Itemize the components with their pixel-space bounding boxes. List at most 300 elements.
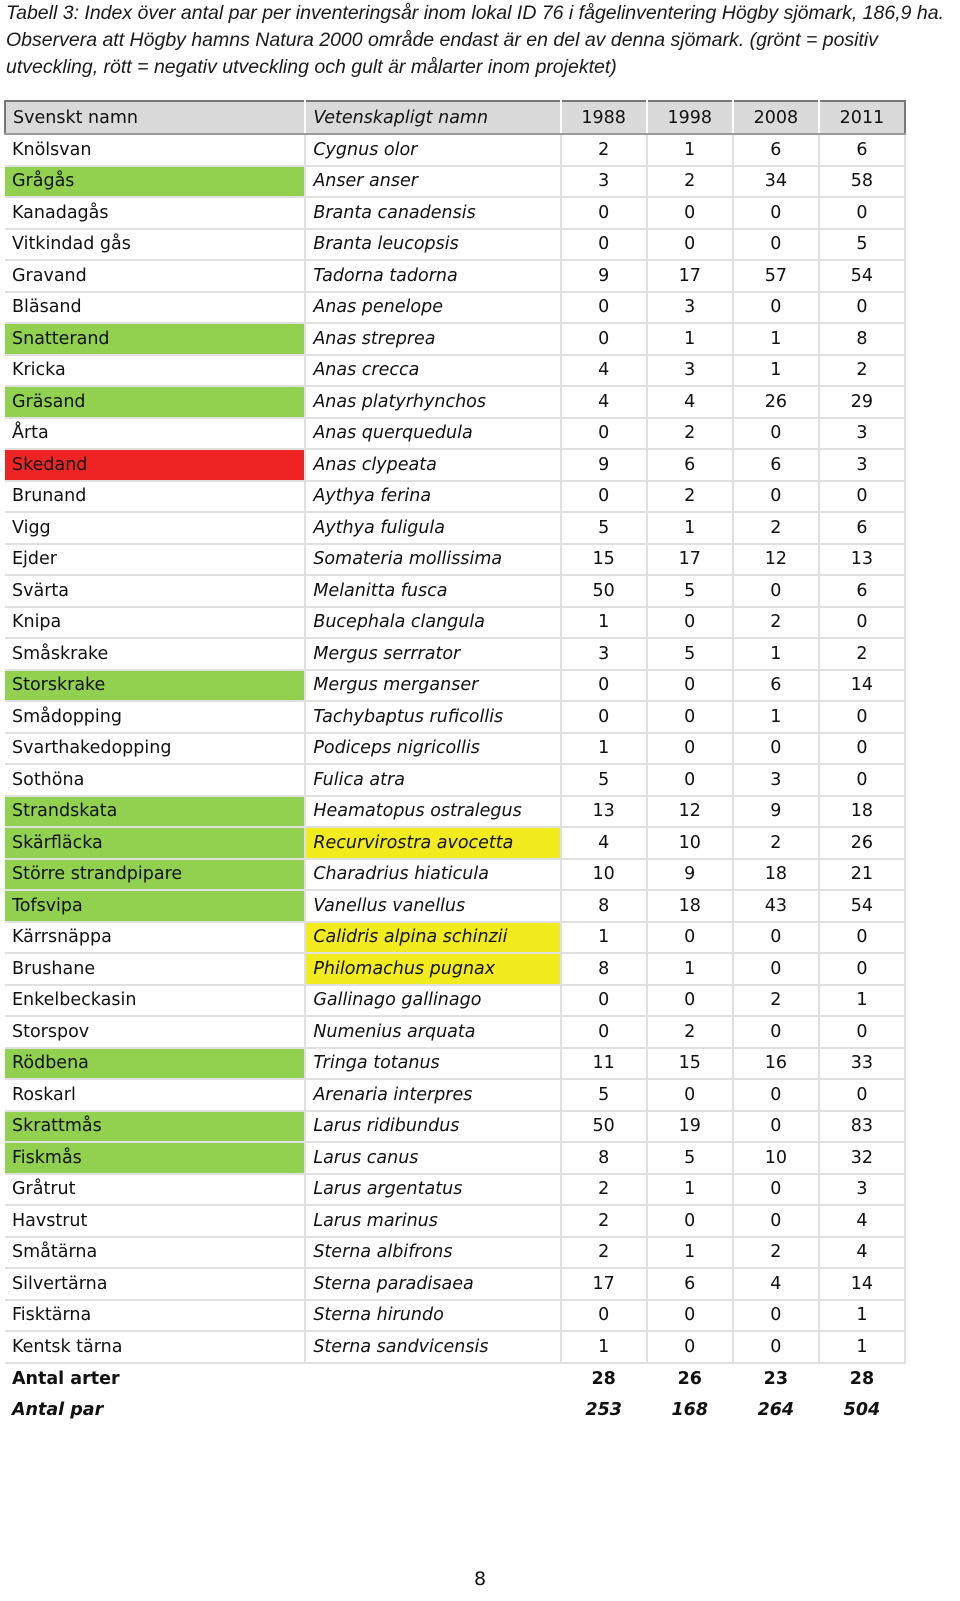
swedish-name-cell: Grågås (5, 166, 305, 198)
scientific-name-cell: Sterna sandvicensis (305, 1331, 560, 1363)
scientific-name-cell: Tringa totanus (305, 1048, 560, 1080)
scientific-name-cell: Numenius arquata (305, 1016, 560, 1048)
scientific-name-cell: Anas clypeata (305, 449, 560, 481)
count-cell-1998: 19 (647, 1111, 733, 1143)
count-cell-2008: 0 (733, 1205, 819, 1237)
count-cell-2008: 57 (733, 260, 819, 292)
swedish-name-cell: Enkelbeckasin (5, 985, 305, 1017)
count-cell-2008: 34 (733, 166, 819, 198)
count-cell-1998: 4 (647, 386, 733, 418)
count-cell-1998: 0 (647, 922, 733, 954)
count-cell-2008: 2 (733, 512, 819, 544)
count-cell-2011: 1 (819, 1331, 905, 1363)
count-cell-2011: 3 (819, 418, 905, 450)
table-row (5, 481, 905, 513)
swedish-name-cell: Vigg (5, 512, 305, 544)
count-cell-1998: 0 (647, 701, 733, 733)
table-row (5, 418, 905, 450)
count-cell-1998: 1 (647, 512, 733, 544)
swedish-name-cell: Större strandpipare (5, 859, 305, 891)
scientific-name-cell: Bucephala clangula (305, 607, 560, 639)
table-body (5, 134, 905, 1363)
count-cell-2011: 58 (819, 166, 905, 198)
count-cell-2008: 2 (733, 1237, 819, 1269)
count-cell-1988: 0 (561, 985, 647, 1017)
count-cell-2011: 2 (819, 355, 905, 387)
count-cell-1988: 0 (561, 701, 647, 733)
count-cell-2011: 4 (819, 1205, 905, 1237)
swedish-name-cell: Fisktärna (5, 1300, 305, 1332)
count-cell-2011: 54 (819, 260, 905, 292)
count-cell-2011: 0 (819, 733, 905, 765)
count-cell-2008: 9 (733, 796, 819, 828)
table-row (5, 1300, 905, 1332)
swedish-name-cell: Kricka (5, 355, 305, 387)
count-cell-1998: 15 (647, 1048, 733, 1080)
count-cell-2008: 0 (733, 481, 819, 513)
scientific-name-cell: Charadrius hiaticula (305, 859, 560, 891)
count-cell-1988: 0 (561, 323, 647, 355)
count-cell-2011: 83 (819, 1111, 905, 1143)
count-cell-1988: 8 (561, 953, 647, 985)
scientific-name-cell: Recurvirostra avocetta (305, 827, 560, 859)
scientific-name-cell: Anas platyrhynchos (305, 386, 560, 418)
count-cell-2008: 6 (733, 449, 819, 481)
count-cell-1998: 0 (647, 764, 733, 796)
count-cell-1998: 0 (647, 670, 733, 702)
swedish-name-cell: Kärrsnäppa (5, 922, 305, 954)
count-cell-1998: 2 (647, 1016, 733, 1048)
summary-value-2011: 504 (843, 1399, 881, 1420)
table-row (5, 953, 905, 985)
table-row (5, 607, 905, 639)
table-row (5, 1048, 905, 1080)
count-cell-2008: 2 (733, 985, 819, 1017)
swedish-name-cell: Knölsvan (5, 134, 305, 166)
count-cell-1988: 1 (561, 607, 647, 639)
count-cell-2011: 1 (819, 985, 905, 1017)
table-row (5, 1205, 905, 1237)
count-cell-1998: 3 (647, 292, 733, 324)
scientific-name-cell: Podiceps nigricollis (305, 733, 560, 765)
table-row (5, 544, 905, 576)
count-cell-2008: 0 (733, 1331, 819, 1363)
count-cell-1988: 5 (561, 1079, 647, 1111)
count-cell-1988: 4 (561, 386, 647, 418)
count-cell-1998: 3 (647, 355, 733, 387)
summary-value-1988: 28 (591, 1368, 616, 1389)
swedish-name-cell: Silvertärna (5, 1268, 305, 1300)
count-cell-2008: 0 (733, 1300, 819, 1332)
count-cell-1988: 0 (561, 1300, 647, 1332)
summary-row-pairs (5, 1394, 905, 1426)
count-cell-2008: 0 (733, 197, 819, 229)
swedish-name-cell: Årta (5, 418, 305, 450)
swedish-name-cell: Skärfläcka (5, 827, 305, 859)
count-cell-1988: 50 (561, 1111, 647, 1143)
count-cell-2008: 18 (733, 859, 819, 891)
count-cell-1998: 0 (647, 985, 733, 1017)
count-cell-1998: 0 (647, 1079, 733, 1111)
table-row (5, 796, 905, 828)
count-cell-2011: 18 (819, 796, 905, 828)
scientific-name-cell: Calidris alpina schinzii (305, 922, 560, 954)
swedish-name-cell: Roskarl (5, 1079, 305, 1111)
count-cell-2011: 13 (819, 544, 905, 576)
scientific-name-cell: Larus canus (305, 1142, 560, 1174)
swedish-name-cell: Rödbena (5, 1048, 305, 1080)
scientific-name-cell: Branta leucopsis (305, 229, 560, 261)
count-cell-1988: 1 (561, 1331, 647, 1363)
count-cell-1998: 5 (647, 638, 733, 670)
count-cell-1988: 2 (561, 134, 647, 166)
table-row (5, 1079, 905, 1111)
count-cell-2011: 6 (819, 134, 905, 166)
swedish-name-cell: Skrattmås (5, 1111, 305, 1143)
count-cell-1998: 12 (647, 796, 733, 828)
count-cell-1988: 1 (561, 733, 647, 765)
count-cell-2011: 8 (819, 323, 905, 355)
count-cell-2011: 0 (819, 922, 905, 954)
count-cell-2008: 0 (733, 1016, 819, 1048)
count-cell-2011: 1 (819, 1300, 905, 1332)
count-cell-2008: 26 (733, 386, 819, 418)
count-cell-2008: 0 (733, 1174, 819, 1206)
count-cell-1998: 5 (647, 575, 733, 607)
scientific-name-cell: Vanellus vanellus (305, 890, 560, 922)
count-cell-2008: 1 (733, 355, 819, 387)
table-row (5, 355, 905, 387)
count-cell-1988: 3 (561, 166, 647, 198)
count-cell-2008: 2 (733, 607, 819, 639)
table-row (5, 1174, 905, 1206)
table-row (5, 229, 905, 261)
count-cell-1998: 0 (647, 733, 733, 765)
count-cell-1998: 2 (647, 166, 733, 198)
summary-label: Antal par (12, 1399, 104, 1420)
swedish-name-cell: Gråtrut (5, 1174, 305, 1206)
scientific-name-cell: Mergus serrrator (305, 638, 560, 670)
count-cell-1988: 2 (561, 1174, 647, 1206)
table-row (5, 386, 905, 418)
count-cell-1988: 11 (561, 1048, 647, 1080)
scientific-name-cell: Anser anser (305, 166, 560, 198)
count-cell-2011: 0 (819, 1079, 905, 1111)
table-row (5, 292, 905, 324)
count-cell-1988: 4 (561, 355, 647, 387)
scientific-name-cell: Mergus merganser (305, 670, 560, 702)
scientific-name-cell: Branta canadensis (305, 197, 560, 229)
summary-value-2008: 23 (763, 1368, 789, 1389)
count-cell-1988: 50 (561, 575, 647, 607)
scientific-name-cell: Sterna hirundo (305, 1300, 560, 1332)
count-cell-2008: 3 (733, 764, 819, 796)
count-cell-1988: 15 (561, 544, 647, 576)
count-cell-2011: 26 (819, 827, 905, 859)
count-cell-1988: 1 (561, 922, 647, 954)
count-cell-2011: 21 (819, 859, 905, 891)
scientific-name-cell: Anas penelope (305, 292, 560, 324)
count-cell-1998: 0 (647, 607, 733, 639)
count-cell-2008: 2 (733, 827, 819, 859)
count-cell-2008: 1 (733, 638, 819, 670)
count-cell-2011: 6 (819, 575, 905, 607)
scientific-name-cell: Larus marinus (305, 1205, 560, 1237)
count-cell-2008: 0 (733, 575, 819, 607)
swedish-name-cell: Strandskata (5, 796, 305, 828)
swedish-name-cell: Vitkindad gås (5, 229, 305, 261)
scientific-name-cell: Arenaria interpres (305, 1079, 560, 1111)
table-row (5, 449, 905, 481)
count-cell-1998: 17 (647, 260, 733, 292)
scientific-name-cell: Tadorna tadorna (305, 260, 560, 292)
table-row (5, 764, 905, 796)
table-header (5, 101, 905, 134)
count-cell-2008: 0 (733, 418, 819, 450)
table-row (5, 1111, 905, 1143)
header-scientific-name: Vetenskapligt namn (305, 101, 560, 134)
count-cell-1988: 10 (561, 859, 647, 891)
header-year-2011: 2011 (819, 101, 905, 134)
count-cell-2008: 1 (733, 701, 819, 733)
count-cell-1988: 0 (561, 229, 647, 261)
count-cell-2008: 43 (733, 890, 819, 922)
count-cell-2011: 0 (819, 197, 905, 229)
count-cell-1998: 0 (647, 197, 733, 229)
count-cell-1988: 2 (561, 1237, 647, 1269)
count-cell-1998: 0 (647, 1300, 733, 1332)
count-cell-2008: 0 (733, 733, 819, 765)
table-caption: Tabell 3: Index över antal par per inventeringsår inom lokal ID 76 i fågelinventering Högby sjömark, 186,9 ha. Observera att Högby hamns Natura 2000 område endast är en del av denna sjömark. (grönt = positiv utveckling, rött = negativ utveckling och gult är målarter inom projektet) (6, 2, 944, 78)
count-cell-1988: 5 (561, 512, 647, 544)
count-cell-2011: 0 (819, 607, 905, 639)
table-row (5, 134, 905, 166)
scientific-name-cell: Sterna albifrons (305, 1237, 560, 1269)
count-cell-1998: 1 (647, 323, 733, 355)
summary-value-2008: 264 (757, 1399, 795, 1420)
count-cell-2008: 0 (733, 953, 819, 985)
count-cell-1998: 1 (647, 953, 733, 985)
count-cell-2011: 4 (819, 1237, 905, 1269)
swedish-name-cell: Smådopping (5, 701, 305, 733)
count-cell-2008: 0 (733, 922, 819, 954)
count-cell-1988: 0 (561, 418, 647, 450)
count-cell-1998: 1 (647, 134, 733, 166)
scientific-name-cell: Larus ridibundus (305, 1111, 560, 1143)
table-row (5, 1237, 905, 1269)
count-cell-2011: 29 (819, 386, 905, 418)
swedish-name-cell: Tofsvipa (5, 890, 305, 922)
count-cell-1998: 0 (647, 1331, 733, 1363)
count-cell-2011: 2 (819, 638, 905, 670)
scientific-name-cell: Gallinago gallinago (305, 985, 560, 1017)
count-cell-2011: 3 (819, 449, 905, 481)
swedish-name-cell: Knipa (5, 607, 305, 639)
table-row (5, 1142, 905, 1174)
count-cell-1998: 6 (647, 449, 733, 481)
summary-value-2011: 28 (849, 1368, 875, 1389)
swedish-name-cell: Sothöna (5, 764, 305, 796)
swedish-name-cell: Bläsand (5, 292, 305, 324)
count-cell-1998: 10 (647, 827, 733, 859)
count-cell-1988: 9 (561, 449, 647, 481)
count-cell-1988: 5 (561, 764, 647, 796)
swedish-name-cell: Brushane (5, 953, 305, 985)
scientific-name-cell: Somateria mollissima (305, 544, 560, 576)
count-cell-1998: 18 (647, 890, 733, 922)
swedish-name-cell: Skedand (5, 449, 305, 481)
count-cell-2008: 0 (733, 292, 819, 324)
count-cell-1998: 6 (647, 1268, 733, 1300)
count-cell-2011: 54 (819, 890, 905, 922)
table-row (5, 859, 905, 891)
count-cell-2011: 0 (819, 764, 905, 796)
swedish-name-cell: Havstrut (5, 1205, 305, 1237)
count-cell-1988: 8 (561, 890, 647, 922)
count-cell-2008: 6 (733, 670, 819, 702)
swedish-name-cell: Storspov (5, 1016, 305, 1048)
table-row (5, 197, 905, 229)
swedish-name-cell: Svarthakedopping (5, 733, 305, 765)
count-cell-1998: 0 (647, 1205, 733, 1237)
swedish-name-cell: Brunand (5, 481, 305, 513)
scientific-name-cell: Fulica atra (305, 764, 560, 796)
swedish-name-cell: Kentsk tärna (5, 1331, 305, 1363)
count-cell-1998: 2 (647, 418, 733, 450)
swedish-name-cell: Storskrake (5, 670, 305, 702)
summary-row-species (5, 1363, 905, 1395)
count-cell-1988: 0 (561, 1016, 647, 1048)
scientific-name-cell: Melanitta fusca (305, 575, 560, 607)
scientific-name-cell: Aythya ferina (305, 481, 560, 513)
count-cell-2008: 6 (733, 134, 819, 166)
count-cell-1998: 1 (647, 1174, 733, 1206)
table-row (5, 512, 905, 544)
table-row (5, 323, 905, 355)
count-cell-1998: 1 (647, 1237, 733, 1269)
count-cell-1988: 17 (561, 1268, 647, 1300)
count-cell-1988: 0 (561, 670, 647, 702)
count-cell-1988: 0 (561, 292, 647, 324)
count-cell-1998: 9 (647, 859, 733, 891)
table-row (5, 1268, 905, 1300)
count-cell-2011: 0 (819, 292, 905, 324)
count-cell-2011: 6 (819, 512, 905, 544)
swedish-name-cell: Fiskmås (5, 1142, 305, 1174)
count-cell-1988: 4 (561, 827, 647, 859)
summary-value-1998: 168 (671, 1399, 709, 1420)
count-cell-2011: 14 (819, 1268, 905, 1300)
count-cell-2011: 32 (819, 1142, 905, 1174)
header-year-1988: 1988 (561, 101, 647, 134)
count-cell-2008: 0 (733, 229, 819, 261)
count-cell-2008: 16 (733, 1048, 819, 1080)
table-row (5, 922, 905, 954)
swedish-name-cell: Svärta (5, 575, 305, 607)
count-cell-1988: 0 (561, 481, 647, 513)
summary-value-1988: 253 (585, 1399, 622, 1420)
count-cell-2011: 0 (819, 1016, 905, 1048)
count-cell-2008: 0 (733, 1111, 819, 1143)
header-year-1998: 1998 (647, 101, 733, 134)
count-cell-2011: 14 (819, 670, 905, 702)
summary-value-1998: 26 (677, 1368, 702, 1389)
swedish-name-cell: Ejder (5, 544, 305, 576)
count-cell-1988: 0 (561, 197, 647, 229)
count-cell-2008: 12 (733, 544, 819, 576)
count-cell-1998: 17 (647, 544, 733, 576)
scientific-name-cell: Aythya fuligula (305, 512, 560, 544)
count-cell-2011: 33 (819, 1048, 905, 1080)
scientific-name-cell: Cygnus olor (305, 134, 560, 166)
count-cell-2008: 0 (733, 1079, 819, 1111)
table-row (5, 890, 905, 922)
count-cell-1988: 9 (561, 260, 647, 292)
swedish-name-cell: Gravand (5, 260, 305, 292)
count-cell-2011: 0 (819, 701, 905, 733)
table-row (5, 1331, 905, 1363)
count-cell-2011: 0 (819, 481, 905, 513)
summary-empty-cell (305, 1394, 560, 1426)
table-row (5, 701, 905, 733)
scientific-name-cell: Anas streprea (305, 323, 560, 355)
page-number: 8 (473, 1568, 487, 1590)
table-row (5, 670, 905, 702)
summary-label: Antal arter (12, 1368, 120, 1389)
count-cell-1988: 3 (561, 638, 647, 670)
swedish-name-cell: Småskrake (5, 638, 305, 670)
header-row (5, 101, 905, 134)
table-row (5, 166, 905, 198)
header-year-2008: 2008 (733, 101, 819, 134)
scientific-name-cell: Tachybaptus ruficollis (305, 701, 560, 733)
count-cell-2011: 0 (819, 953, 905, 985)
table-row (5, 260, 905, 292)
count-cell-2011: 3 (819, 1174, 905, 1206)
table-row (5, 575, 905, 607)
count-cell-1998: 0 (647, 229, 733, 261)
count-cell-2008: 1 (733, 323, 819, 355)
table-row (5, 827, 905, 859)
count-cell-1988: 13 (561, 796, 647, 828)
header-swedish-name: Svenskt namn (5, 101, 305, 134)
count-cell-2011: 5 (819, 229, 905, 261)
count-cell-1998: 2 (647, 481, 733, 513)
scientific-name-cell: Anas crecca (305, 355, 560, 387)
table-summary (5, 1363, 905, 1426)
count-cell-1998: 5 (647, 1142, 733, 1174)
count-cell-2008: 10 (733, 1142, 819, 1174)
count-cell-1988: 2 (561, 1205, 647, 1237)
species-table (4, 100, 906, 1426)
table-row (5, 733, 905, 765)
swedish-name-cell: Gräsand (5, 386, 305, 418)
scientific-name-cell: Heamatopus ostralegus (305, 796, 560, 828)
table-row (5, 638, 905, 670)
count-cell-1988: 8 (561, 1142, 647, 1174)
count-cell-2008: 4 (733, 1268, 819, 1300)
scientific-name-cell: Anas querquedula (305, 418, 560, 450)
scientific-name-cell: Sterna paradisaea (305, 1268, 560, 1300)
swedish-name-cell: Snatterand (5, 323, 305, 355)
scientific-name-cell: Philomachus pugnax (305, 953, 560, 985)
summary-empty-cell (305, 1363, 560, 1395)
scientific-name-cell: Larus argentatus (305, 1174, 560, 1206)
table-row (5, 985, 905, 1017)
swedish-name-cell: Kanadagås (5, 197, 305, 229)
table-row (5, 1016, 905, 1048)
swedish-name-cell: Småtärna (5, 1237, 305, 1269)
